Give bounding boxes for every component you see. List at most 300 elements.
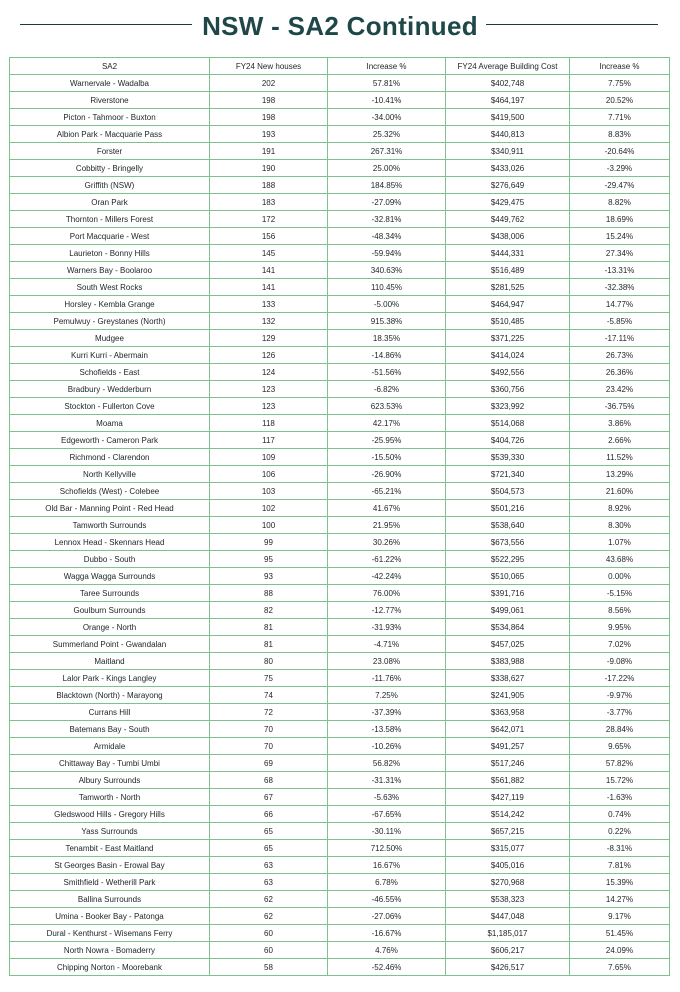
cell-sa2: Oran Park: [10, 194, 210, 211]
table-row: [10, 789, 670, 806]
cell-sa2: Maitland: [10, 653, 210, 670]
cell-avg-building-cost: $1,185,017: [446, 925, 570, 942]
cell-sa2: Horsley - Kembla Grange: [10, 296, 210, 313]
table-row: [10, 347, 670, 364]
cell-sa2: Mudgee: [10, 330, 210, 347]
cell-cost-increase: 7.65%: [570, 959, 670, 976]
cell-sa2: Warnervale - Wadalba: [10, 75, 210, 92]
cell-sa2: Albury Surrounds: [10, 772, 210, 789]
cell-houses-increase: -27.06%: [328, 908, 446, 925]
cell-new-houses: 103: [210, 483, 328, 500]
cell-sa2: Griffith (NSW): [10, 177, 210, 194]
cell-houses-increase: -26.90%: [328, 466, 446, 483]
table-row: [10, 177, 670, 194]
cell-houses-increase: -12.77%: [328, 602, 446, 619]
cell-sa2: Forster: [10, 143, 210, 160]
table-row: [10, 517, 670, 534]
page-title: NSW - SA2 Continued: [202, 10, 478, 41]
column-header-houses-increase: Increase %: [328, 58, 446, 75]
cell-houses-increase: -27.09%: [328, 194, 446, 211]
cell-new-houses: 88: [210, 585, 328, 602]
table-row: [10, 364, 670, 381]
cell-new-houses: 82: [210, 602, 328, 619]
table-row: [10, 891, 670, 908]
cell-sa2: Port Macquarie - West: [10, 228, 210, 245]
cell-sa2: Chipping Norton - Moorebank: [10, 959, 210, 976]
table-row: [10, 687, 670, 704]
cell-avg-building-cost: $433,026: [446, 160, 570, 177]
cell-avg-building-cost: $499,061: [446, 602, 570, 619]
cell-cost-increase: -13.31%: [570, 262, 670, 279]
table-row: [10, 330, 670, 347]
cell-avg-building-cost: $276,649: [446, 177, 570, 194]
cell-cost-increase: 7.81%: [570, 857, 670, 874]
cell-sa2: Bradbury - Wedderburn: [10, 381, 210, 398]
cell-avg-building-cost: $419,500: [446, 109, 570, 126]
cell-cost-increase: 26.36%: [570, 364, 670, 381]
cell-new-houses: 60: [210, 942, 328, 959]
cell-avg-building-cost: $426,517: [446, 959, 570, 976]
cell-avg-building-cost: $427,119: [446, 789, 570, 806]
cell-sa2: Dubbo - South: [10, 551, 210, 568]
cell-new-houses: 198: [210, 109, 328, 126]
table-row: [10, 585, 670, 602]
cell-avg-building-cost: $516,489: [446, 262, 570, 279]
cell-avg-building-cost: $510,485: [446, 313, 570, 330]
cell-cost-increase: 14.27%: [570, 891, 670, 908]
page-header: [0, 0, 680, 52]
cell-cost-increase: 15.39%: [570, 874, 670, 891]
cell-new-houses: 75: [210, 670, 328, 687]
cell-new-houses: 58: [210, 959, 328, 976]
cell-cost-increase: 18.69%: [570, 211, 670, 228]
cell-cost-increase: 7.02%: [570, 636, 670, 653]
cell-sa2: Umina - Booker Bay - Patonga: [10, 908, 210, 925]
cell-cost-increase: -32.38%: [570, 279, 670, 296]
cell-houses-increase: -46.55%: [328, 891, 446, 908]
column-header-avg-building-cost: FY24 Average Building Cost: [446, 58, 570, 75]
cell-houses-increase: 18.35%: [328, 330, 446, 347]
cell-cost-increase: 15.24%: [570, 228, 670, 245]
cell-cost-increase: 2.66%: [570, 432, 670, 449]
cell-cost-increase: -20.64%: [570, 143, 670, 160]
cell-cost-increase: 13.29%: [570, 466, 670, 483]
cell-new-houses: 69: [210, 755, 328, 772]
cell-cost-increase: 9.17%: [570, 908, 670, 925]
cell-new-houses: 123: [210, 398, 328, 415]
cell-houses-increase: 6.78%: [328, 874, 446, 891]
cell-sa2: Taree Surrounds: [10, 585, 210, 602]
table-row: [10, 636, 670, 653]
cell-cost-increase: 8.82%: [570, 194, 670, 211]
table-row: [10, 483, 670, 500]
cell-new-houses: 191: [210, 143, 328, 160]
cell-avg-building-cost: $538,323: [446, 891, 570, 908]
cell-new-houses: 70: [210, 721, 328, 738]
cell-new-houses: 62: [210, 891, 328, 908]
cell-avg-building-cost: $444,331: [446, 245, 570, 262]
cell-new-houses: 70: [210, 738, 328, 755]
table-row: [10, 381, 670, 398]
table-row: [10, 143, 670, 160]
cell-houses-increase: 42.17%: [328, 415, 446, 432]
title-rule-right: [486, 24, 658, 25]
cell-houses-increase: 16.67%: [328, 857, 446, 874]
cell-avg-building-cost: $539,330: [446, 449, 570, 466]
cell-cost-increase: 0.00%: [570, 568, 670, 585]
cell-houses-increase: 30.26%: [328, 534, 446, 551]
cell-sa2: Cobbitty - Bringelly: [10, 160, 210, 177]
table-header-row: [10, 58, 670, 75]
cell-new-houses: 100: [210, 517, 328, 534]
cell-houses-increase: -14.86%: [328, 347, 446, 364]
cell-new-houses: 63: [210, 874, 328, 891]
cell-houses-increase: 23.08%: [328, 653, 446, 670]
column-header-new-houses: FY24 New houses: [210, 58, 328, 75]
cell-avg-building-cost: $405,016: [446, 857, 570, 874]
cell-avg-building-cost: $338,627: [446, 670, 570, 687]
cell-sa2: Dural - Kenthurst - Wisemans Ferry: [10, 925, 210, 942]
cell-houses-increase: -5.00%: [328, 296, 446, 313]
cell-houses-increase: 340.63%: [328, 262, 446, 279]
table-row: [10, 262, 670, 279]
table-row: [10, 959, 670, 976]
table-row: [10, 126, 670, 143]
cell-new-houses: 68: [210, 772, 328, 789]
cell-avg-building-cost: $438,006: [446, 228, 570, 245]
table-row: [10, 109, 670, 126]
cell-avg-building-cost: $464,197: [446, 92, 570, 109]
cell-cost-increase: 7.75%: [570, 75, 670, 92]
cell-sa2: Warners Bay - Boolaroo: [10, 262, 210, 279]
cell-houses-increase: 184.85%: [328, 177, 446, 194]
cell-cost-increase: 9.65%: [570, 738, 670, 755]
cell-cost-increase: 8.56%: [570, 602, 670, 619]
cell-houses-increase: 7.25%: [328, 687, 446, 704]
cell-avg-building-cost: $360,756: [446, 381, 570, 398]
cell-cost-increase: 14.77%: [570, 296, 670, 313]
cell-sa2: Riverstone: [10, 92, 210, 109]
cell-sa2: Armidale: [10, 738, 210, 755]
cell-sa2: Richmond - Clarendon: [10, 449, 210, 466]
cell-sa2: Thornton - Millers Forest: [10, 211, 210, 228]
cell-sa2: North Kellyville: [10, 466, 210, 483]
cell-avg-building-cost: $491,257: [446, 738, 570, 755]
cell-houses-increase: -15.50%: [328, 449, 446, 466]
cell-cost-increase: 9.95%: [570, 619, 670, 636]
cell-sa2: Moama: [10, 415, 210, 432]
table-row: [10, 772, 670, 789]
cell-houses-increase: -65.21%: [328, 483, 446, 500]
cell-houses-increase: -10.26%: [328, 738, 446, 755]
cell-cost-increase: -8.31%: [570, 840, 670, 857]
cell-cost-increase: 8.83%: [570, 126, 670, 143]
cell-avg-building-cost: $514,242: [446, 806, 570, 823]
cell-avg-building-cost: $241,905: [446, 687, 570, 704]
cell-sa2: Tamworth - North: [10, 789, 210, 806]
cell-cost-increase: -9.08%: [570, 653, 670, 670]
cell-houses-increase: 267.31%: [328, 143, 446, 160]
sa2-table: [9, 57, 670, 976]
cell-sa2: Schofields - East: [10, 364, 210, 381]
cell-cost-increase: -29.47%: [570, 177, 670, 194]
column-header-cost-increase: Increase %: [570, 58, 670, 75]
cell-cost-increase: 43.68%: [570, 551, 670, 568]
cell-houses-increase: -67.65%: [328, 806, 446, 823]
cell-avg-building-cost: $534,864: [446, 619, 570, 636]
cell-houses-increase: -42.24%: [328, 568, 446, 585]
cell-new-houses: 117: [210, 432, 328, 449]
cell-new-houses: 62: [210, 908, 328, 925]
cell-avg-building-cost: $721,340: [446, 466, 570, 483]
cell-cost-increase: -17.22%: [570, 670, 670, 687]
cell-cost-increase: 8.92%: [570, 500, 670, 517]
cell-cost-increase: 15.72%: [570, 772, 670, 789]
cell-new-houses: 126: [210, 347, 328, 364]
cell-sa2: Goulburn Surrounds: [10, 602, 210, 619]
cell-cost-increase: -3.77%: [570, 704, 670, 721]
cell-houses-increase: -25.95%: [328, 432, 446, 449]
cell-new-houses: 106: [210, 466, 328, 483]
cell-avg-building-cost: $504,573: [446, 483, 570, 500]
table-body: [10, 75, 670, 976]
cell-avg-building-cost: $449,762: [446, 211, 570, 228]
cell-houses-increase: -51.56%: [328, 364, 446, 381]
cell-avg-building-cost: $673,556: [446, 534, 570, 551]
table-row: [10, 313, 670, 330]
cell-cost-increase: 20.52%: [570, 92, 670, 109]
cell-cost-increase: 51.45%: [570, 925, 670, 942]
table-row: [10, 75, 670, 92]
cell-cost-increase: 21.60%: [570, 483, 670, 500]
cell-avg-building-cost: $281,525: [446, 279, 570, 296]
table-row: [10, 619, 670, 636]
cell-avg-building-cost: $323,992: [446, 398, 570, 415]
cell-new-houses: 60: [210, 925, 328, 942]
cell-houses-increase: 712.50%: [328, 840, 446, 857]
cell-avg-building-cost: $429,475: [446, 194, 570, 211]
cell-avg-building-cost: $383,988: [446, 653, 570, 670]
cell-houses-increase: 110.45%: [328, 279, 446, 296]
cell-new-houses: 74: [210, 687, 328, 704]
cell-new-houses: 141: [210, 279, 328, 296]
cell-cost-increase: -5.15%: [570, 585, 670, 602]
cell-avg-building-cost: $391,716: [446, 585, 570, 602]
table-row: [10, 296, 670, 313]
cell-avg-building-cost: $606,217: [446, 942, 570, 959]
cell-new-houses: 102: [210, 500, 328, 517]
cell-new-houses: 188: [210, 177, 328, 194]
cell-avg-building-cost: $363,958: [446, 704, 570, 721]
cell-houses-increase: -6.82%: [328, 381, 446, 398]
cell-sa2: Lennox Head - Skennars Head: [10, 534, 210, 551]
table-row: [10, 228, 670, 245]
table-row: [10, 738, 670, 755]
cell-cost-increase: 26.73%: [570, 347, 670, 364]
cell-avg-building-cost: $464,947: [446, 296, 570, 313]
cell-houses-increase: 41.67%: [328, 500, 446, 517]
cell-new-houses: 202: [210, 75, 328, 92]
cell-sa2: Orange - North: [10, 619, 210, 636]
cell-cost-increase: 7.71%: [570, 109, 670, 126]
cell-new-houses: 80: [210, 653, 328, 670]
cell-avg-building-cost: $510,065: [446, 568, 570, 585]
cell-houses-increase: -34.00%: [328, 109, 446, 126]
cell-sa2: Tenambit - East Maitland: [10, 840, 210, 857]
table-row: [10, 432, 670, 449]
cell-houses-increase: -5.63%: [328, 789, 446, 806]
cell-sa2: Ballina Surrounds: [10, 891, 210, 908]
cell-new-houses: 145: [210, 245, 328, 262]
cell-houses-increase: -16.67%: [328, 925, 446, 942]
table-row: [10, 211, 670, 228]
cell-new-houses: 109: [210, 449, 328, 466]
cell-new-houses: 66: [210, 806, 328, 823]
cell-new-houses: 123: [210, 381, 328, 398]
cell-avg-building-cost: $440,813: [446, 126, 570, 143]
cell-avg-building-cost: $514,068: [446, 415, 570, 432]
cell-sa2: Stockton - Fullerton Cove: [10, 398, 210, 415]
table-row: [10, 670, 670, 687]
table-row: [10, 398, 670, 415]
table-row: [10, 466, 670, 483]
cell-sa2: Laurieton - Bonny Hills: [10, 245, 210, 262]
cell-houses-increase: -31.31%: [328, 772, 446, 789]
cell-houses-increase: 56.82%: [328, 755, 446, 772]
table-row: [10, 823, 670, 840]
table-row: [10, 840, 670, 857]
table-row: [10, 449, 670, 466]
cell-new-houses: 193: [210, 126, 328, 143]
cell-new-houses: 95: [210, 551, 328, 568]
cell-avg-building-cost: $404,726: [446, 432, 570, 449]
cell-sa2: Yass Surrounds: [10, 823, 210, 840]
cell-avg-building-cost: $492,556: [446, 364, 570, 381]
cell-houses-increase: 76.00%: [328, 585, 446, 602]
table-row: [10, 160, 670, 177]
cell-avg-building-cost: $402,748: [446, 75, 570, 92]
cell-cost-increase: 3.86%: [570, 415, 670, 432]
cell-houses-increase: -61.22%: [328, 551, 446, 568]
cell-avg-building-cost: $561,882: [446, 772, 570, 789]
cell-sa2: Gledswood Hills - Gregory Hills: [10, 806, 210, 823]
table-row: [10, 534, 670, 551]
cell-sa2: Summerland Point - Gwandalan: [10, 636, 210, 653]
cell-cost-increase: 8.30%: [570, 517, 670, 534]
table-row: [10, 942, 670, 959]
cell-cost-increase: 57.82%: [570, 755, 670, 772]
cell-new-houses: 63: [210, 857, 328, 874]
cell-avg-building-cost: $371,225: [446, 330, 570, 347]
cell-houses-increase: -4.71%: [328, 636, 446, 653]
cell-sa2: Picton - Tahmoor - Buxton: [10, 109, 210, 126]
cell-sa2: Kurri Kurri - Abermain: [10, 347, 210, 364]
table-row: [10, 245, 670, 262]
cell-new-houses: 183: [210, 194, 328, 211]
cell-cost-increase: -36.75%: [570, 398, 670, 415]
cell-avg-building-cost: $414,024: [446, 347, 570, 364]
cell-houses-increase: -30.11%: [328, 823, 446, 840]
table-row: [10, 925, 670, 942]
cell-avg-building-cost: $340,911: [446, 143, 570, 160]
table-row: [10, 908, 670, 925]
cell-houses-increase: -48.34%: [328, 228, 446, 245]
title-rule-left: [20, 24, 192, 25]
cell-houses-increase: -52.46%: [328, 959, 446, 976]
cell-new-houses: 141: [210, 262, 328, 279]
cell-sa2: Chittaway Bay - Tumbi Umbi: [10, 755, 210, 772]
cell-sa2: Old Bar - Manning Point - Red Head: [10, 500, 210, 517]
cell-new-houses: 67: [210, 789, 328, 806]
table-row: [10, 500, 670, 517]
cell-avg-building-cost: $517,246: [446, 755, 570, 772]
cell-cost-increase: 24.09%: [570, 942, 670, 959]
column-header-sa2: SA2: [10, 58, 210, 75]
cell-sa2: Pemulwuy - Greystanes (North): [10, 313, 210, 330]
table-row: [10, 194, 670, 211]
cell-sa2: Currans Hill: [10, 704, 210, 721]
cell-new-houses: 81: [210, 636, 328, 653]
cell-cost-increase: -1.63%: [570, 789, 670, 806]
cell-new-houses: 172: [210, 211, 328, 228]
cell-avg-building-cost: $457,025: [446, 636, 570, 653]
cell-new-houses: 65: [210, 840, 328, 857]
cell-sa2: Smithfield - Wetherill Park: [10, 874, 210, 891]
cell-avg-building-cost: $315,077: [446, 840, 570, 857]
cell-cost-increase: 0.22%: [570, 823, 670, 840]
table-row: [10, 92, 670, 109]
cell-sa2: Lalor Park - Kings Langley: [10, 670, 210, 687]
cell-sa2: South West Rocks: [10, 279, 210, 296]
cell-houses-increase: 623.53%: [328, 398, 446, 415]
cell-avg-building-cost: $642,071: [446, 721, 570, 738]
table-row: [10, 755, 670, 772]
cell-houses-increase: -11.76%: [328, 670, 446, 687]
cell-cost-increase: 1.07%: [570, 534, 670, 551]
cell-houses-increase: -10.41%: [328, 92, 446, 109]
table-row: [10, 653, 670, 670]
cell-sa2: Tamworth Surrounds: [10, 517, 210, 534]
cell-new-houses: 65: [210, 823, 328, 840]
cell-avg-building-cost: $538,640: [446, 517, 570, 534]
cell-sa2: Batemans Bay - South: [10, 721, 210, 738]
cell-sa2: Edgeworth - Cameron Park: [10, 432, 210, 449]
cell-sa2: North Nowra - Bomaderry: [10, 942, 210, 959]
cell-houses-increase: 915.38%: [328, 313, 446, 330]
cell-sa2: Wagga Wagga Surrounds: [10, 568, 210, 585]
table-row: [10, 721, 670, 738]
table-row: [10, 874, 670, 891]
table-row: [10, 602, 670, 619]
cell-houses-increase: 57.81%: [328, 75, 446, 92]
cell-avg-building-cost: $657,215: [446, 823, 570, 840]
cell-new-houses: 190: [210, 160, 328, 177]
cell-houses-increase: 25.00%: [328, 160, 446, 177]
cell-cost-increase: 0.74%: [570, 806, 670, 823]
cell-avg-building-cost: $447,048: [446, 908, 570, 925]
cell-new-houses: 133: [210, 296, 328, 313]
cell-avg-building-cost: $501,216: [446, 500, 570, 517]
cell-cost-increase: -3.29%: [570, 160, 670, 177]
table-row: [10, 568, 670, 585]
cell-new-houses: 99: [210, 534, 328, 551]
table-row: [10, 279, 670, 296]
cell-cost-increase: -5.85%: [570, 313, 670, 330]
table-row: [10, 806, 670, 823]
cell-houses-increase: -37.39%: [328, 704, 446, 721]
cell-houses-increase: -13.58%: [328, 721, 446, 738]
cell-new-houses: 124: [210, 364, 328, 381]
